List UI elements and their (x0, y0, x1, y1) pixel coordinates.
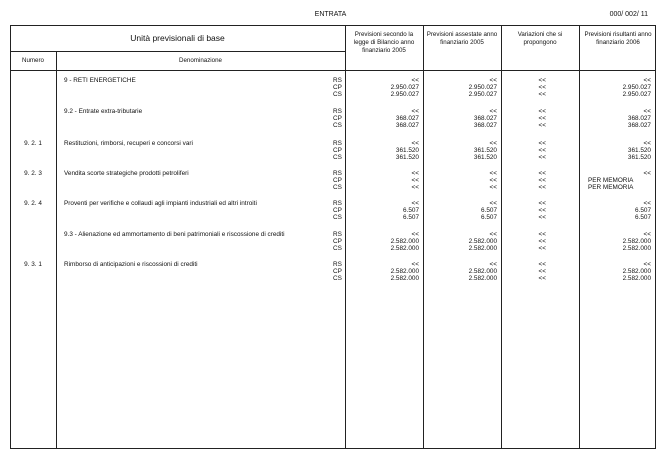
col2-value: 2.950.027 (468, 91, 497, 98)
col2-value: 361.520 (473, 154, 497, 161)
col4-value: << (643, 231, 651, 238)
row-denominazione: Proventi per verifiche e collaudi agli impianti industriali ed altri introiti (64, 200, 257, 207)
row-code: CP (333, 268, 342, 275)
col2-value: << (489, 140, 497, 147)
col1-value: << (411, 77, 419, 84)
row-code: RS (333, 140, 342, 147)
col-sep-2 (423, 25, 424, 449)
col1-value: << (411, 261, 419, 268)
col4-value: 2.582.000 (622, 275, 651, 282)
table-border-top (10, 25, 656, 26)
col2-value: 368.027 (473, 122, 497, 129)
col3-value: << (538, 108, 546, 115)
col3-value: << (538, 261, 546, 268)
row-denominazione: Restituzioni, rimborsi, recuperi e concorsi vari (64, 140, 193, 147)
row-code: RS (333, 108, 342, 115)
col1-value: << (411, 108, 419, 115)
col-sep-1 (345, 25, 346, 449)
col4-value: << (643, 170, 651, 177)
row-numero: 9. 2. 4 (24, 200, 42, 207)
col4-value: << (643, 261, 651, 268)
group-title-separator (10, 51, 345, 52)
col3-value: << (538, 268, 546, 275)
row-code: CS (333, 245, 342, 252)
col4-value: 2.950.027 (622, 84, 651, 91)
col1-value: 361.520 (395, 147, 419, 154)
col2-value: 2.582.000 (468, 245, 497, 252)
row-numero: 9. 2. 1 (24, 140, 42, 147)
col2-value: << (489, 184, 497, 191)
col-sep-numero (56, 51, 57, 449)
col1-value: 2.582.000 (390, 238, 419, 245)
col1-value: << (411, 231, 419, 238)
col3-value: << (538, 77, 546, 84)
col-sep-4 (579, 25, 580, 449)
row-code: RS (333, 200, 342, 207)
col4-value: 2.950.027 (622, 91, 651, 98)
col4-value: << (643, 77, 651, 84)
row-code: RS (333, 261, 342, 268)
col1-value: 368.027 (395, 115, 419, 122)
col2-value: 361.520 (473, 147, 497, 154)
row-code: RS (333, 77, 342, 84)
col2-value: << (489, 77, 497, 84)
row-code: CP (333, 238, 342, 245)
col4-value: << (643, 108, 651, 115)
denominazione-header: Denominazione (179, 57, 222, 64)
row-denominazione: Vendita scorte strategiche prodotti petroliferi (64, 170, 189, 177)
col3-value: << (538, 147, 546, 154)
col-sep-3 (501, 25, 502, 449)
col2-value: 2.582.000 (468, 268, 497, 275)
col2-value: << (489, 231, 497, 238)
col2-value: 2.582.000 (468, 275, 497, 282)
row-numero: 9. 3. 1 (24, 261, 42, 268)
row-code: CP (333, 177, 342, 184)
col1-value: 2.582.000 (390, 268, 419, 275)
col4-value: PER MEMORIA (588, 177, 634, 184)
col2-value: 2.950.027 (468, 84, 497, 91)
row-code: CS (333, 184, 342, 191)
row-denominazione: 9.2 - Entrate extra-tributarie (64, 108, 143, 115)
col2-value: << (489, 200, 497, 207)
col4-value: 368.027 (627, 115, 651, 122)
col2-value: << (489, 261, 497, 268)
col4-value: 6.507 (635, 214, 651, 221)
row-denominazione: 9.3 - Alienazione ed ammortamento di beni patrimoniali e riscossione di crediti (64, 231, 285, 238)
col1-value: << (411, 184, 419, 191)
row-code: CS (333, 91, 342, 98)
col4-value: 2.582.000 (622, 238, 651, 245)
group-title: Unità previsionali di base (130, 33, 225, 43)
row-code: CP (333, 207, 342, 214)
row-code: CS (333, 275, 342, 282)
table-border-left (10, 25, 11, 449)
row-code: RS (333, 170, 342, 177)
col2-header: Previsioni assestate anno finanziario 2005 (426, 31, 498, 46)
col3-value: << (538, 140, 546, 147)
col2-value: << (489, 170, 497, 177)
col4-header: Previsioni risultanti anno finanziario 2006 (584, 31, 652, 46)
row-code: RS (333, 231, 342, 238)
col3-value: << (538, 154, 546, 161)
row-code: CS (333, 122, 342, 129)
col1-value: 2.950.027 (390, 91, 419, 98)
row-code: CS (333, 154, 342, 161)
row-code: CP (333, 147, 342, 154)
col3-value: << (538, 84, 546, 91)
col4-value: 361.520 (627, 154, 651, 161)
col1-value: << (411, 170, 419, 177)
col1-value: << (411, 140, 419, 147)
col4-value: 2.582.000 (622, 268, 651, 275)
numero-header: Numero (21, 57, 44, 64)
col1-value: 361.520 (395, 154, 419, 161)
col4-value: 368.027 (627, 122, 651, 129)
page-title: ENTRATA (314, 11, 347, 18)
col3-value: << (538, 122, 546, 129)
table-border-right (655, 25, 656, 449)
col3-header: Variazioni che si propongono (517, 31, 563, 46)
col1-header: Previsioni secondo la legge di Bilancio anno finanziario 2005 (353, 31, 415, 54)
col3-value: << (538, 245, 546, 252)
col1-value: 2.582.000 (390, 275, 419, 282)
col2-value: << (489, 108, 497, 115)
col3-value: << (538, 91, 546, 98)
col3-value: << (538, 214, 546, 221)
col1-value: 2.582.000 (390, 245, 419, 252)
page-code: 000/ 002/ 11 (609, 11, 648, 18)
row-numero: 9. 2. 3 (24, 170, 42, 177)
col4-value: << (643, 140, 651, 147)
col3-value: << (538, 231, 546, 238)
table-border-bottom (10, 448, 656, 449)
row-denominazione: 9 - RETI ENERGETICHE (64, 77, 136, 84)
col3-value: << (538, 115, 546, 122)
col3-value: << (538, 207, 546, 214)
col2-value: 6.507 (481, 207, 497, 214)
col3-value: << (538, 177, 546, 184)
col1-value: 6.507 (403, 207, 419, 214)
col3-value: << (538, 275, 546, 282)
col1-value: 368.027 (395, 122, 419, 129)
col2-value: 6.507 (481, 214, 497, 221)
col1-value: << (411, 200, 419, 207)
row-code: CS (333, 214, 342, 221)
col1-value: 2.950.027 (390, 84, 419, 91)
col2-value: << (489, 177, 497, 184)
header-separator (10, 70, 656, 71)
col4-value: PER MEMORIA (588, 184, 634, 191)
col1-value: 6.507 (403, 214, 419, 221)
col4-value: 361.520 (627, 147, 651, 154)
row-code: CP (333, 115, 342, 122)
col2-value: 2.582.000 (468, 238, 497, 245)
col4-value: << (643, 200, 651, 207)
col1-value: << (411, 177, 419, 184)
row-denominazione: Rimborso di anticipazioni e riscossioni di crediti (64, 261, 198, 268)
col3-value: << (538, 170, 546, 177)
col3-value: << (538, 200, 546, 207)
col2-value: 368.027 (473, 115, 497, 122)
row-code: CP (333, 84, 342, 91)
col4-value: 6.507 (635, 207, 651, 214)
col3-value: << (538, 238, 546, 245)
col3-value: << (538, 184, 546, 191)
col4-value: 2.582.000 (622, 245, 651, 252)
